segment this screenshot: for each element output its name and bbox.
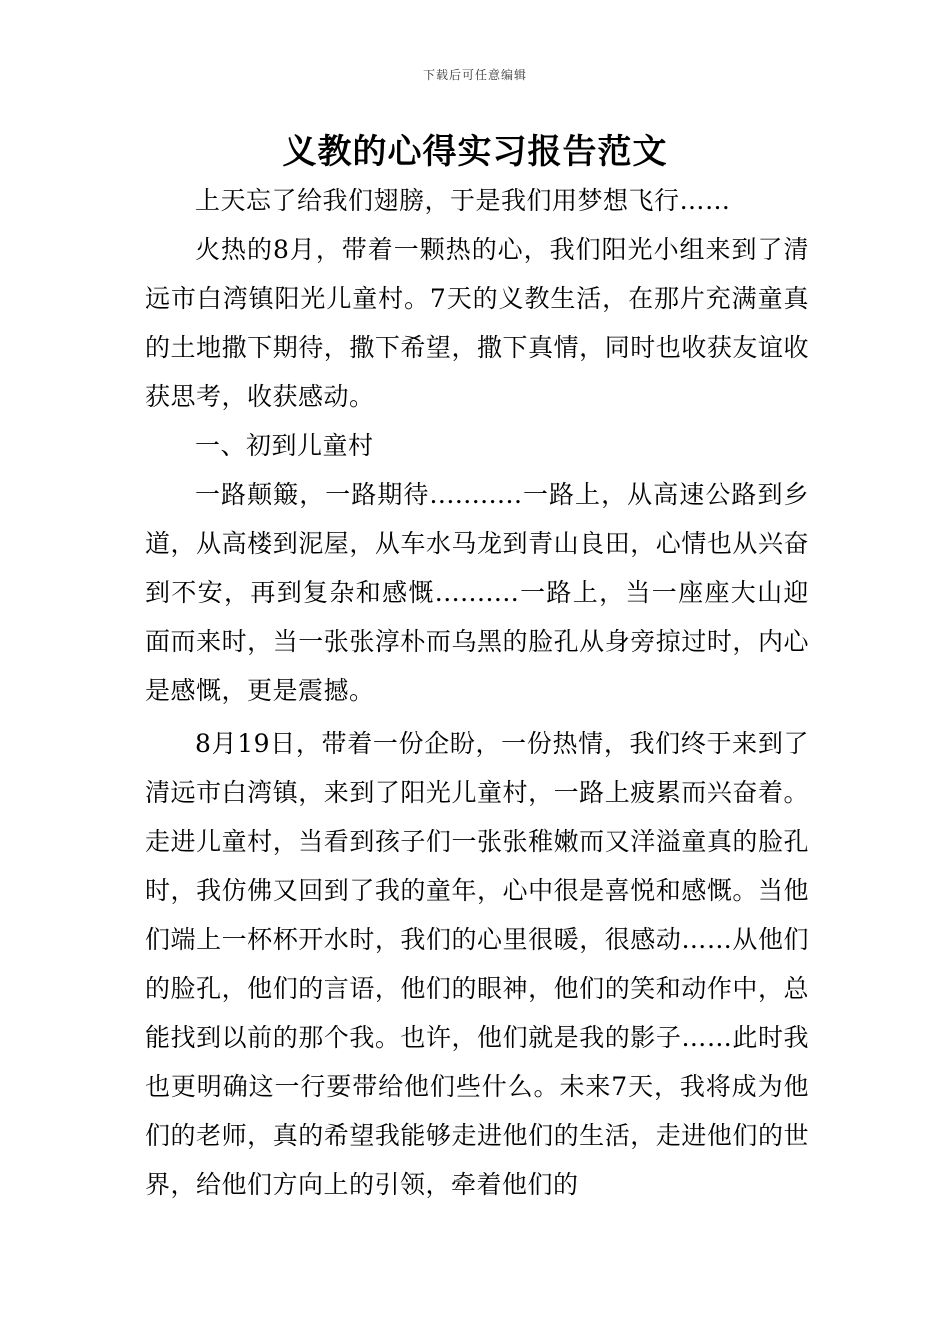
document-title: 义教的心得实习报告范文 [282, 132, 668, 172]
document-body [145, 176, 809, 1209]
paragraph-journey: 一路颠簸，一路期待...........一路上，从高速公路到乡道，从高楼到泥屋，从车水马龙到青山良田，心情也从兴奋到不安，再到复杂和感慨..........一路上，当一座座大山迎面而来时，当一张张淳朴而乌黑的脸孔从身旁掠过时，内心是感慨，更是震撼。 [145, 480, 809, 705]
section-heading: 一、初到儿童村 [195, 431, 374, 460]
paragraph-arrival: 火热的8月，带着一颗热的心，我们阳光小组来到了清远市白湾镇阳光儿童村。7天的义教生活，在那片充满童真的土地撒下期待，撒下希望，撒下真情，同时也收获友谊收获思考，收获感动。 [145, 235, 809, 411]
header-note: 下载后可任意编辑 [422, 68, 527, 82]
paragraph-intro: 上天忘了给我们翅膀，于是我们用梦想飞行…… [195, 186, 731, 215]
paragraph-august-19: 8月19日，带着一份企盼，一份热情，我们终于来到了清远市白湾镇，来到了阳光儿童村，一路上疲累而兴奋着。走进儿童村，当看到孩子们一张张稚嫩而又洋溢童真的脸孔时，我仿佛又回到了我的童年，心中很是喜悦和感慨。当他们端上一杯杯开水时，我们的心里很暖，很感动……从他们的脸孔，他们的言语，他们的眼神，他们的笑和动作中，总能找到以前的那个我。也许，他们就是我的影子……此时我也更明确这一行要带给他们些什么。未来7天，我将成为他们的老师，真的希望我能够走进他们的生活，走进他们的世界，给他们方向上的引领，牵着他们的 [145, 729, 809, 1199]
